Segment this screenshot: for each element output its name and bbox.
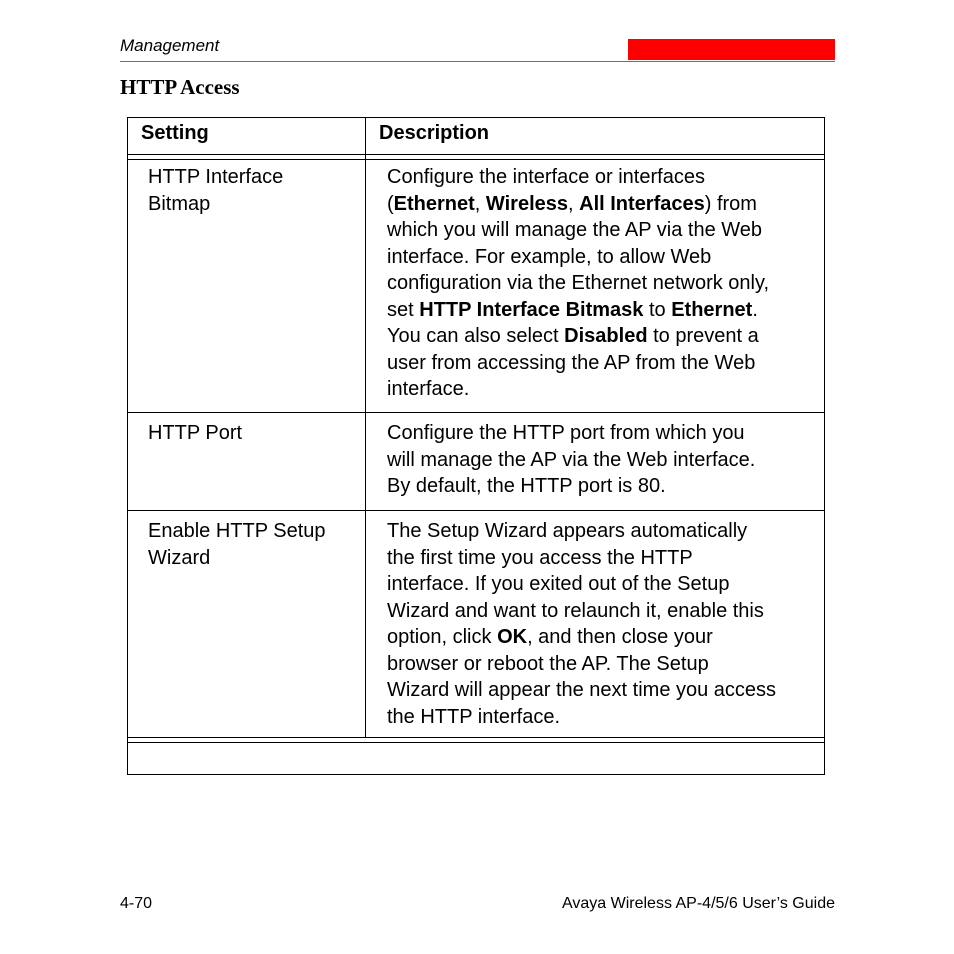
column-header-description: Description	[379, 122, 490, 144]
footer-page-number: 4-70	[120, 895, 153, 912]
description-line: set HTTP Interface Bitmask to Ethernet.	[387, 298, 758, 321]
table-row	[148, 420, 242, 447]
table-row	[387, 518, 776, 730]
table-footer-rule	[128, 742, 824, 743]
description-line: interface.	[387, 378, 470, 400]
description-line: will manage the AP via the Web interface.	[387, 448, 756, 471]
description-line: Wizard will appear the next time you access	[387, 679, 777, 701]
setting-label-line: HTTP Port	[148, 422, 243, 444]
setting-label-line: HTTP Interface	[148, 166, 284, 188]
table-row	[387, 164, 769, 403]
table-row	[148, 518, 326, 571]
description-line: By default, the HTTP port is 80.	[387, 475, 666, 497]
description-line: the HTTP interface.	[387, 705, 561, 728]
table-row	[387, 420, 755, 500]
table-row	[148, 164, 283, 217]
description-line: Wizard and want to relaunch it, enable this	[387, 599, 764, 622]
description-line: You can also select Disabled to prevent a	[387, 325, 759, 347]
setting-label-line: Wizard	[148, 546, 211, 569]
description-line: interface. For example, to allow Web	[387, 245, 712, 268]
description-line: the first time you access the HTTP	[387, 546, 693, 569]
description-line: interface. If you exited out of the Setup	[387, 573, 730, 595]
row-separator	[128, 510, 824, 511]
header-section-label: Management	[120, 36, 220, 55]
setting-label-line: Enable HTTP Setup	[148, 520, 326, 542]
row-separator	[128, 412, 824, 413]
description-line: The Setup Wizard appears automatically	[387, 520, 748, 542]
footer-guide-title: Avaya Wireless AP-4/5/6 User’s Guide	[561, 895, 835, 912]
description-line: browser or reboot the AP. The Setup	[387, 652, 709, 675]
table-header-rule	[128, 159, 824, 160]
settings-table	[127, 117, 825, 775]
column-divider	[365, 118, 366, 737]
table-footer-rule	[128, 737, 824, 738]
setting-label-line: Bitmap	[148, 192, 211, 215]
description-line: Configure the interface or interfaces	[387, 166, 705, 188]
column-header-setting: Setting	[141, 122, 209, 144]
table-header-rule	[128, 154, 824, 155]
header-accent-bar	[628, 39, 835, 60]
description-line: which you will manage the AP via the Web	[387, 219, 763, 241]
description-line: option, click OK, and then close your	[387, 626, 713, 648]
description-line: user from accessing the AP from the Web	[387, 351, 756, 374]
page-title: HTTP Access	[120, 75, 240, 99]
description-line: configuration via the Ethernet network only,	[387, 272, 770, 294]
description-line: (Ethernet, Wireless, All Interfaces) from	[387, 192, 757, 215]
description-line: Configure the HTTP port from which you	[387, 422, 745, 444]
header-rule	[120, 61, 835, 62]
